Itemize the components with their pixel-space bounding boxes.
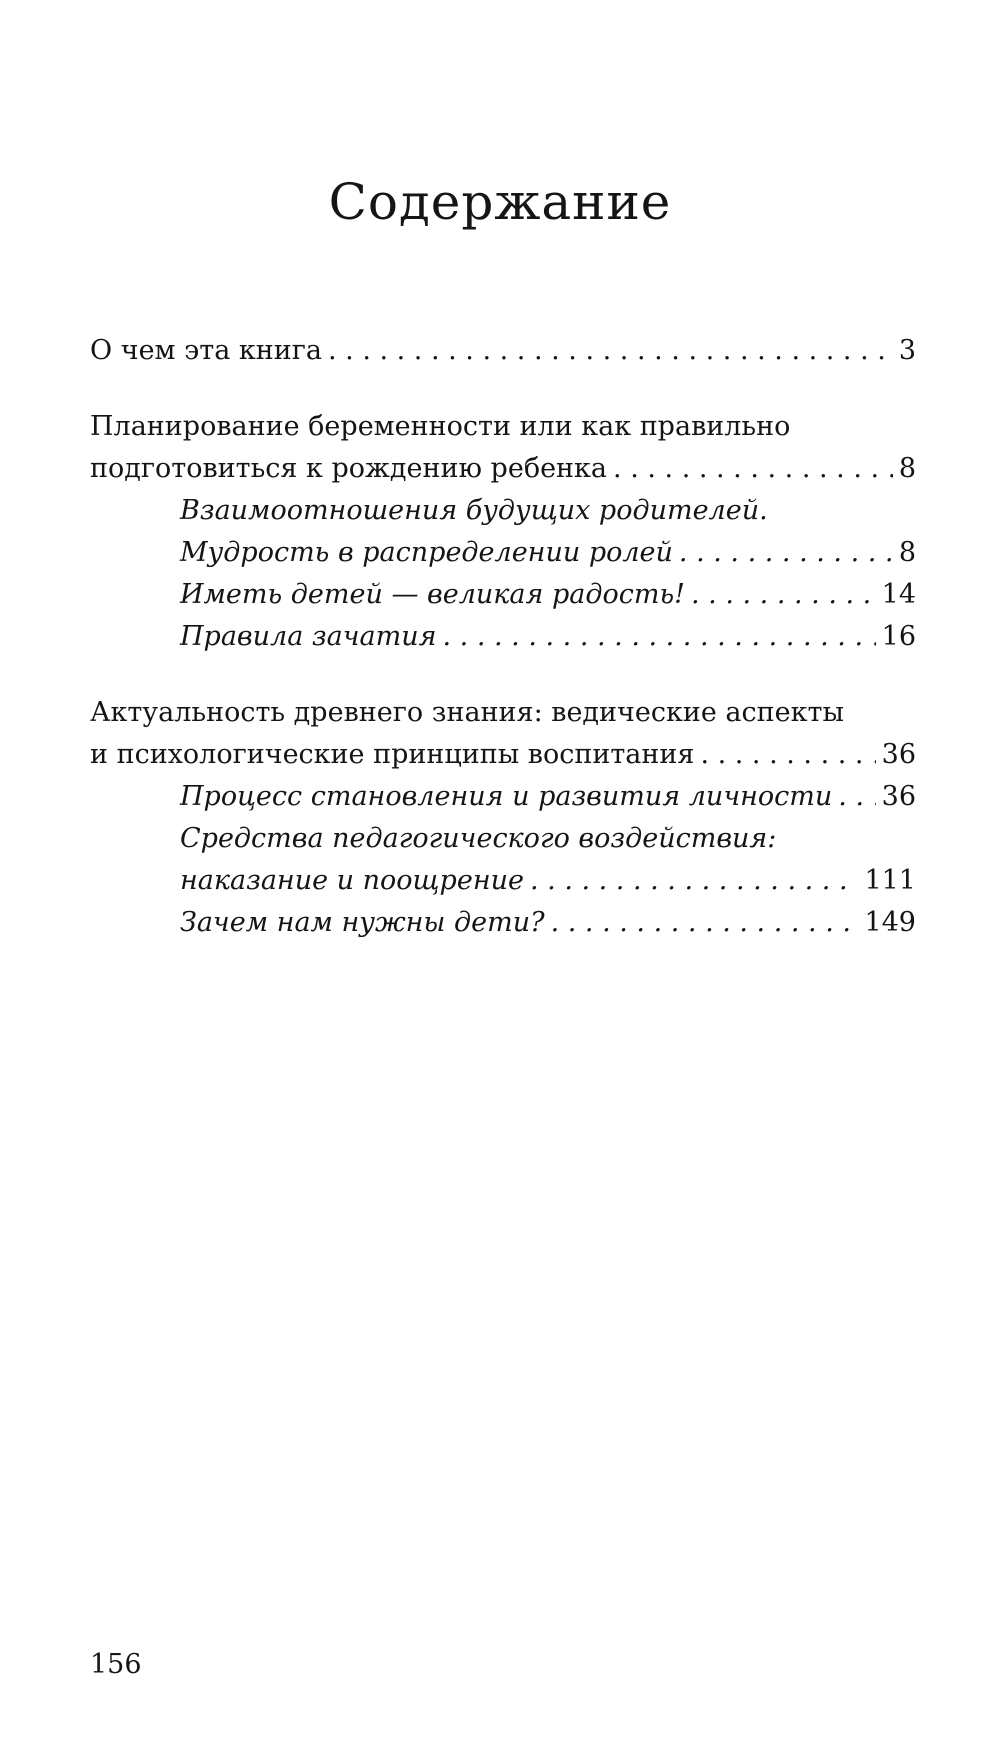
- toc-subentry-text: Мудрость в распределении ролей: [180, 537, 673, 568]
- toc-subentry-text: наказание и поощрение: [180, 865, 524, 896]
- toc-subentry-text: Средства педагогического воздействия:: [180, 823, 777, 854]
- dot-leader: [530, 860, 858, 902]
- toc-subentry-text: Зачем нам нужны дети?: [180, 907, 545, 938]
- toc-page-number: 14: [881, 579, 916, 610]
- toc-subentry-line: [90, 818, 916, 860]
- toc-section-part1: [90, 406, 916, 658]
- toc-page-number: 8: [898, 453, 916, 484]
- dot-leader: [838, 776, 875, 818]
- toc-subentry-text: Взаимоотношения будущих родителей.: [180, 495, 768, 526]
- toc-page-number: 36: [881, 781, 916, 812]
- toc-entry-text: Актуальность древнего знания: ведические аспекты: [90, 697, 844, 728]
- toc-page-number: 149: [864, 907, 916, 938]
- dot-leader: [700, 734, 875, 776]
- toc-section-intro: [90, 330, 916, 372]
- toc-page-number: 16: [881, 621, 916, 652]
- toc-page-number: 111: [864, 865, 916, 896]
- table-of-contents: [90, 330, 916, 978]
- toc-page-number: 3: [898, 335, 916, 366]
- dot-leader: [328, 330, 893, 372]
- toc-subentry: [90, 776, 916, 818]
- toc-subentry: [90, 902, 916, 944]
- toc-entry-text: подготовиться к рождению ребенка: [90, 453, 608, 484]
- toc-entry: [90, 734, 916, 776]
- toc-subentry-line: [90, 490, 916, 532]
- toc-subentry: [90, 532, 916, 574]
- toc-subentry-text: Правила зачатия: [180, 621, 437, 652]
- page-title: Содержание: [328, 172, 672, 231]
- toc-entry: [90, 448, 916, 490]
- toc-section-part2: [90, 692, 916, 944]
- toc-subentry: [90, 574, 916, 616]
- toc-subentry: [90, 616, 916, 658]
- toc-entry: [90, 330, 916, 372]
- toc-page-number: 36: [881, 739, 916, 770]
- toc-entry-text: Планирование беременности или как правильно: [90, 411, 791, 442]
- dot-leader: [691, 574, 876, 616]
- toc-heading-line: [90, 406, 916, 448]
- toc-entry-text: и психологические принципы воспитания: [90, 739, 695, 770]
- toc-subentry-text: Иметь детей — великая радость!: [180, 579, 685, 610]
- toc-page-number: 8: [898, 537, 916, 568]
- page-number-footer: 156: [90, 1649, 142, 1680]
- dot-leader: [551, 902, 859, 944]
- dot-leader: [613, 448, 893, 490]
- toc-subentry-text: Процесс становления и развития личности: [180, 781, 833, 812]
- toc-entry-text: О чем эта книга: [90, 335, 322, 366]
- dot-leader: [443, 616, 876, 658]
- toc-heading-line: [90, 692, 916, 734]
- dot-leader: [679, 532, 893, 574]
- toc-subentry: [90, 860, 916, 902]
